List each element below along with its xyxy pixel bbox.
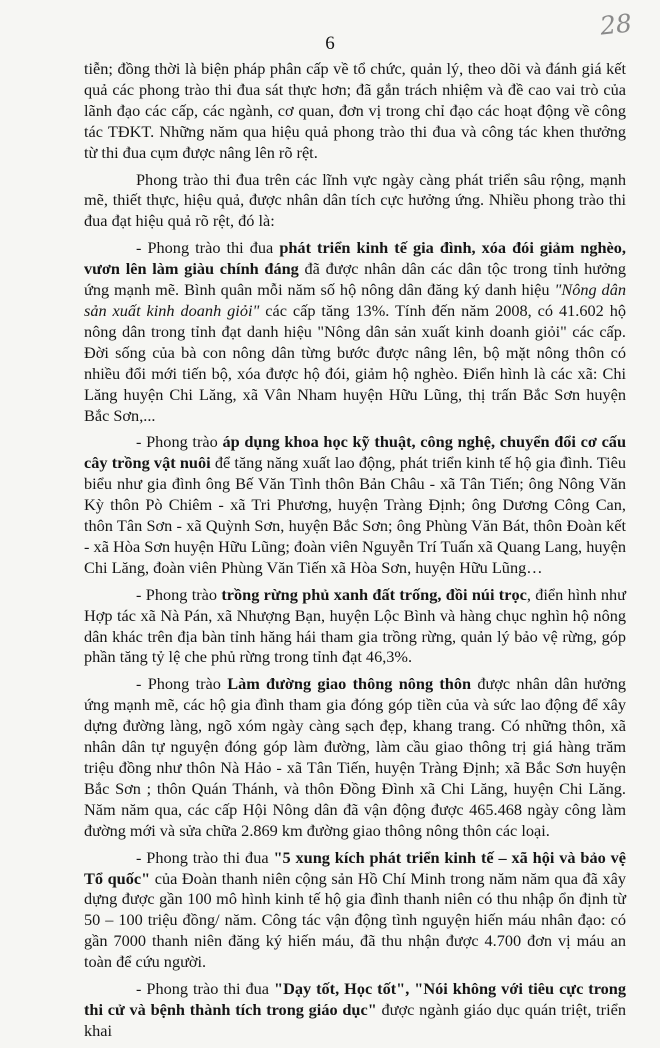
paragraph-youth-union xyxy=(84,848,626,973)
paragraph-text: - Phong trào xyxy=(136,584,222,604)
paragraph-1 xyxy=(84,59,626,164)
paragraph-text: - Phong trào thi đua xyxy=(136,847,274,867)
paragraph-text: các cấp tăng 13%. Tính đến năm 2008, có 41.602 hộ nông dân trong tỉnh đạt danh hiệu "Nông dân sản xuất kinh doanh giỏi" các cấp. Đời sống của bà con nông dân từng bước được nâng lên, bộ mặt nông thôn có nhiều đổi mới tiến bộ, xóa được hộ đói, giảm hộ nghèo. Điển hình là các xã: Chi Lăng huyện Chi Lăng, xã Vân Nham huyện Hữu Lũng, thị trấn Bắc Sơn huyện Bắc Sơn,... xyxy=(84,300,626,425)
paragraph-afforestation xyxy=(84,585,626,669)
paragraph-text: - Phong trào thi đua xyxy=(136,238,280,258)
paragraph-education xyxy=(84,979,626,1042)
paragraph-text: - Phong trào thi đua xyxy=(136,979,275,999)
paragraph-text: của Đoàn thanh niên cộng sản Hồ Chí Minh trong năm năm qua đã xây dựng được gần 100 mô hình kinh tế hộ gia đình thanh niên có thu nhập ổn định từ 50 – 100 triệu đồng/ năm. Công tác vận động tình nguyện hiến máu nhân đạo: có gần 7000 thanh niên đăng ký hiến máu, đã thu nhận được 4.700 đơn vị máu an toàn để cứu người. xyxy=(84,868,627,972)
movement-title: trồng rừng phủ xanh đất trống, đồi núi trọc xyxy=(221,584,527,604)
paragraph-rural-roads xyxy=(84,674,626,841)
paragraph-science-technology xyxy=(84,432,626,578)
paragraph-text: để tăng năng xuất lao động, phát triển kinh tế hộ gia đình. Tiêu biểu như gia đình ông Bế Văn Tình thôn Bản Châu - xã Tân Tiến; ông Nông Văn Kỳ thôn Pò Chiêm - xã Tri Phương, huyện Tràng Định; ông Dương Công Can, thôn Tân Sơn - xã Quỳnh Sơn, huyện Bắc Sơn; ông Phùng Văn Bát, thôn Đoàn kết - xã Hòa Sơn huyện Hữu Lũng; đoàn viên Nguyễn Trí Tuấn xã Quang Lang, huyện Chi Lăng, đoàn viên Phùng Văn Tiến xã Hòa Sơn, huyện Hữu Lũng… xyxy=(84,453,626,577)
paragraph-text: - Phong trào xyxy=(136,674,228,694)
movement-title: "5 xung kích phát triển kinh tế – xã hội và bảo vệ Tổ quốc" xyxy=(84,847,626,888)
movement-title: áp dụng khoa học kỹ thuật, công nghệ, chuyển đổi cơ cấu cây trồng vật nuôi xyxy=(84,432,626,473)
paragraph-text: , điển hình như Hợp tác xã Nà Pán, xã Nhượng Bạn, huyện Lộc Bình và hàng chục nghìn hộ nông dân khác trên địa bàn tỉnh hăng hái tham gia trồng rừng, quản lý bảo vệ rừng, góp phần tăng tỷ lệ che phủ rừng trong tỉnh đạt 46,3%. xyxy=(84,584,626,667)
paragraph-text: được nhân dân hưởng ứng mạnh mẽ, các hộ gia đình tham gia đóng góp tiền của và sức lao động để xây dựng đường làng, ngõ xóm ngày càng sạch đẹp, khang trang. Có những thôn, xã nhân dân tự nguyện đóng góp làm đường, làm cầu giao thông trị giá hàng trăm triệu đồng như thôn Nà Hảo - xã Tân Tiến, huyện Tràng Định; xã Bắc Sơn huyện Bắc Sơn ; thôn Quán Thánh, và thôn Đồng Đình xã Chi Lăng, huyện Chi Lăng. Năm năm qua, các cấp Hội Nông dân đã vận động được 465.468 ngày công làm đường mới và sửa chữa 2.869 km đường giao thông nông thôn các loại. xyxy=(84,674,626,840)
movement-title: phát triển kinh tế gia đình, xóa đói giảm nghèo, vươn lên làm giàu chính đáng xyxy=(84,238,626,279)
movement-title: Làm đường giao thông nông thôn xyxy=(227,674,472,694)
document-body xyxy=(84,59,626,1048)
paragraph-text: Phong trào thi đua trên các lĩnh vực ngày càng phát triển sâu rộng, mạnh mẽ, thiết thực, hiệu quả, được nhân dân tích cực hưởng ứng. Nhiều phong trào thi đua đạt hiệu quả rõ rệt, đó là: xyxy=(84,169,626,231)
paragraph-text: - Phong trào xyxy=(136,432,223,452)
paragraph-2 xyxy=(84,170,626,233)
paragraph-family-economy xyxy=(84,238,626,426)
movement-title: "Dạy tốt, Học tốt", "Nói không với tiêu cực trong thi cử và bệnh thành tích trong giáo dục" xyxy=(84,979,626,1019)
paragraph-text: đã được nhân dân các dân tộc trong tỉnh hưởng ứng mạnh mẽ. Bình quân mỗi năm số hộ nông dân đăng ký danh hiệu xyxy=(84,259,627,300)
page-number: 6 xyxy=(325,33,335,54)
handwritten-page-mark: 28 xyxy=(598,8,634,41)
paragraph-text: được ngành giáo dục quán triệt, triển khai xyxy=(84,999,626,1040)
award-title: "Nông dân sản xuất kinh doanh giỏi" xyxy=(84,280,626,320)
paragraph-text: tiễn; đồng thời là biện pháp phân cấp về tổ chức, quản lý, theo dõi và đánh giá kết quả các phong trào thi đua sát thực hơn; đã gắn trách nhiệm và đề cao vai trò của lãnh đạo các cấp, các ngành, cơ quan, đơn vị trong chỉ đạo các hoạt động về công tác TĐKT. Những năm qua hiệu quả phong trào thi đua và công tác khen thưởng từ thi đua cụm được nâng lên rõ rệt. xyxy=(84,59,626,162)
